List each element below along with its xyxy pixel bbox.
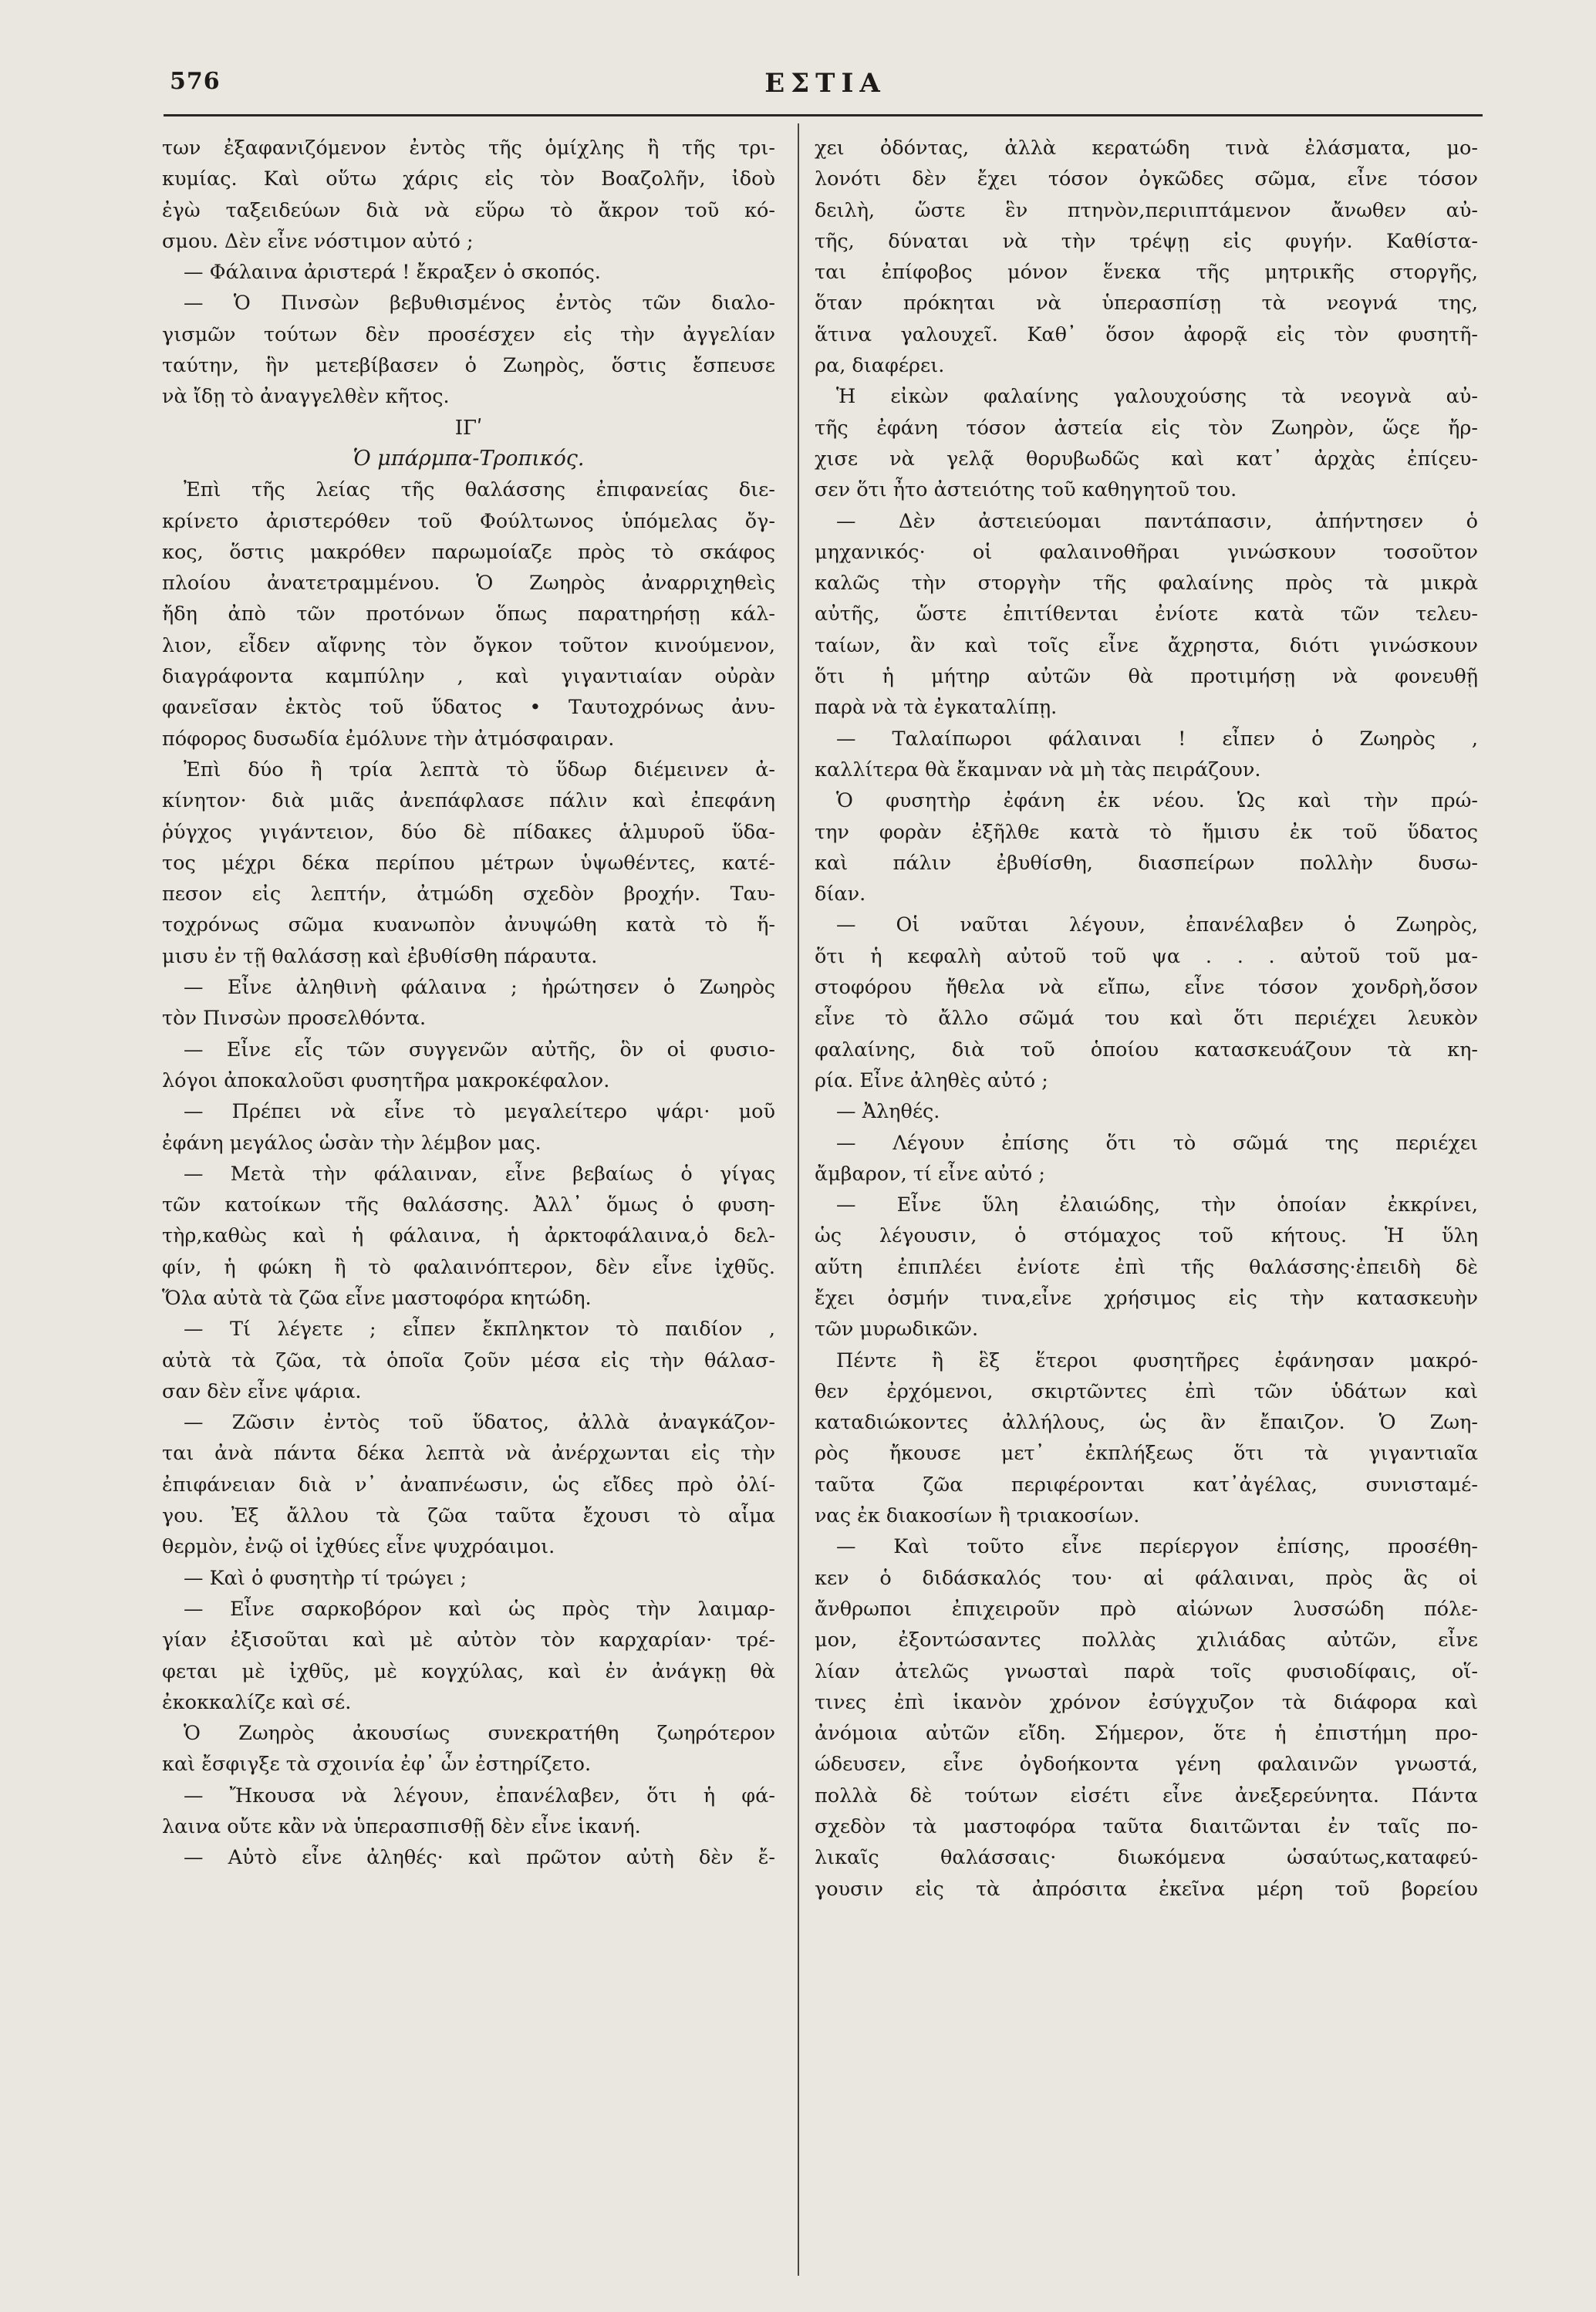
text-line: των ἐξαφανιζόμενον ἐντὸς τῆς ὁμίχλης ἢ τῆς τρι- bbox=[162, 137, 775, 160]
text-line: καὶ ἔσφιγξε τὰ σχοινία ἐφ᾽ ὧν ἐστηρίζετο. bbox=[162, 1753, 592, 1777]
text-line: τῆς, δύναται νὰ τὴν τρέψῃ εἰς φυγήν. Καθίστα- bbox=[815, 229, 1478, 253]
text-line: ἄμβαρον, τί εἶνε αὐτό ; bbox=[815, 1162, 1045, 1186]
text-line: — Τί λέγετε ; εἶπεν ἔκπληκτον τὸ παιδίον , bbox=[184, 1318, 775, 1342]
text-line: φαλαίνης, διὰ τοῦ ὁποίου κατασκευάζουν τὰ κη- bbox=[815, 1038, 1478, 1061]
text-line: ἄνθρωποι ἐπιχειροῦν πρὸ αἰώνων λυσσώδη πόλε- bbox=[815, 1597, 1478, 1621]
page-number: 576 bbox=[170, 68, 221, 95]
text-line: μηχανικός· οἱ φαλαινοθῆραι γινώσκουν τοσοῦτον bbox=[815, 540, 1478, 564]
text-line: — Ἤκουσα νὰ λέγουν, ἐπανέλαβεν, ὅτι ἡ φά- bbox=[184, 1784, 775, 1807]
text-line: — Ταλαίπωροι φάλαιναι ! εἶπεν ὁ Ζωηρὸς , bbox=[836, 727, 1478, 751]
text-line: κίνητον· διὰ μιᾶς ἀνεπάφλασε πάλιν καὶ ἐπεφάνη bbox=[162, 789, 775, 813]
text-line: — Καὶ ὁ φυσητὴρ τί τρώγει ; bbox=[184, 1566, 467, 1590]
text-line: ἐφάνη μεγάλος ὡσὰν τὴν λέμβον μας. bbox=[162, 1131, 542, 1155]
text-line: τῶν μυρωδικῶν. bbox=[815, 1318, 979, 1342]
text-line: ὡς λέγουσιν, ὁ στόμαχος τοῦ κήτους. Ἡ ὕλη bbox=[815, 1224, 1478, 1248]
text-line: ται ἐπίφοβος μόνον ἕνεκα τῆς μητρικῆς στοργῆς, bbox=[815, 261, 1478, 285]
text-line: ἐπιφάνειαν διὰ ν᾽ ἀναπνέωσιν, ὡς εἴδες πρὸ ὀλί- bbox=[162, 1473, 775, 1497]
text-line: — Αὐτὸ εἶνε ἀληθές· καὶ πρῶτον αὐτὴ δὲν ἔ- bbox=[184, 1846, 775, 1870]
left-column bbox=[162, 133, 775, 1874]
text-line: δειλὴ, ὥστε ἓν πτηνὸν,περιιπτάμενον ἄνωθεν αὐ- bbox=[815, 198, 1478, 222]
right-column bbox=[815, 133, 1478, 1905]
text-line: γουσιν εἰς τὰ ἀπρόσιτα ἐκεῖνα μέρη τοῦ βορείου bbox=[815, 1877, 1478, 1901]
text-line: — Λέγουν ἐπίσης ὅτι τὸ σῶμά της περιέχει bbox=[836, 1131, 1478, 1155]
text-line: καλῶς τὴν στοργὴν τῆς φαλαίνης πρὸς τὰ μικρὰ bbox=[815, 572, 1478, 596]
text-line: πεσον εἰς λεπτήν, ἀτμώδη σχεδὸν βροχήν. Ταυ- bbox=[162, 883, 775, 906]
text-line: τοχρόνως σῶμα κυανωπὸν ἀνυψώθη κατὰ τὸ ἥ- bbox=[162, 913, 775, 937]
text-line: ρὸς ἤκουσε μετ᾽ ἐκπλήξεως ὅτι τὰ γιγαντιαῖα bbox=[815, 1442, 1478, 1466]
text-line: λιον, εἶδεν αἴφνης τὸν ὄγκον τοῦτον κινούμενον, bbox=[162, 633, 775, 657]
text-line: Ἐπὶ δύο ἢ τρία λεπτὰ τὸ ὕδωρ διέμεινεν ἀ- bbox=[184, 758, 775, 781]
text-line: — Ὁ Πινσὼν βεβυθισμένος ἐντὸς τῶν διαλο- bbox=[184, 292, 775, 316]
text-line: ΙΓʹ bbox=[454, 416, 483, 440]
journal-title: ΕΣΤΙΑ bbox=[764, 68, 886, 99]
text-line: — Ζῶσιν ἐντὸς τοῦ ὕδατος, ἀλλὰ ἀναγκάζον- bbox=[184, 1411, 775, 1435]
text-line: — Δὲν ἀστειεύομαι παντάπασιν, ἀπήντησεν ὁ bbox=[836, 509, 1478, 533]
text-line: κρίνετο ἀριστερόθεν τοῦ Φούλτωνος ὑπόμελας ὄγ- bbox=[162, 509, 775, 533]
text-line: νὰ ἴδῃ τὸ ἀναγγελθὲν κῆτος. bbox=[162, 385, 450, 409]
text-line: λικαῖς θαλάσσαις· διωκόμενα ὡσαύτως,καταφεύ- bbox=[815, 1846, 1478, 1870]
text-line: ταῦτα ζῶα περιφέρονται κατ᾽ἀγέλας, συνισταμέ- bbox=[815, 1473, 1478, 1497]
text-line: — Οἱ ναῦται λέγουν, ἐπανέλαβεν ὁ Ζωηρὸς, bbox=[836, 913, 1478, 937]
text-line: ἐκοκκαλίζε καὶ σέ. bbox=[162, 1690, 352, 1714]
text-line: ἀνόμοια αὐτῶν εἴδη. Σήμερον, ὅτε ἡ ἐπιστήμη προ- bbox=[815, 1722, 1478, 1746]
text-line: την φορὰν ἐξῆλθε κατὰ τὸ ἥμισυ ἐκ τοῦ ὕδατος bbox=[815, 820, 1478, 844]
text-line: — Καὶ τοῦτο εἶνε περίεργον ἐπίσης, προσέθη- bbox=[836, 1535, 1478, 1559]
text-line: Πέντε ἢ ἓξ ἕτεροι φυσητῆρες ἐφάνησαν μακρό- bbox=[836, 1348, 1478, 1372]
text-line: καὶ πάλιν ἐβυθίσθη, διασπείρων πολλὴν δυσω- bbox=[815, 851, 1478, 875]
text-line: τος μέχρι δέκα περίπου μέτρων ὑψωθέντες, κατέ- bbox=[162, 851, 775, 875]
column-divider bbox=[798, 123, 799, 2276]
text-line: ώδευσεν, εἶνε ὀγδοήκοντα γένη φαλαινῶν γνωστά, bbox=[815, 1753, 1478, 1777]
text-line: θερμὸν, ἐνῷ οἱ ἰχθύες εἶνε ψυχρόαιμοι. bbox=[162, 1535, 555, 1559]
text-line: — Ἀληθές. bbox=[836, 1100, 940, 1124]
text-line: τὸν Πινσὼν προσελθόντα. bbox=[162, 1007, 427, 1031]
header-rule bbox=[164, 114, 1483, 116]
text-line: ῥύγχος γιγάντειον, δύο δὲ πίδακες ἁλμυροῦ ὕδα- bbox=[162, 820, 775, 844]
text-line: παρὰ νὰ τὰ ἐγκαταλίπῃ. bbox=[815, 696, 1058, 720]
text-line: εἶνε τὸ ἄλλο σῶμά του καὶ ὅτι περιέχει λευκὸν bbox=[815, 1007, 1478, 1031]
text-line: — Εἶνε ἀληθινὴ φάλαινα ; ἠρώτησεν ὁ Ζωηρὸς bbox=[184, 976, 775, 1000]
text-line: — Μετὰ τὴν φάλαιναν, εἶνε βεβαίως ὁ γίγας bbox=[184, 1162, 775, 1186]
text-line: σχεδὸν τὰ μαστοφόρα ταῦτα διαιτῶνται ἐν ταῖς πο- bbox=[815, 1815, 1478, 1839]
text-line: πολλὰ δὲ τούτων εἰσέτι εἶνε ἀνεξερεύνητα. Πάντα bbox=[815, 1784, 1478, 1807]
text-line: — Εἶνε ὕλη ἐλαιώδης, τὴν ὁποίαν ἐκκρίνει, bbox=[836, 1193, 1478, 1217]
text-line: πόφορος δυσωδία ἐμόλυνε τὴν ἀτμόσφαιραν. bbox=[162, 727, 615, 751]
text-line: διαγράφοντα καμπύλην , καὶ γιγαντιαίαν οὐρὰν bbox=[162, 665, 775, 689]
text-line: κεν ὁ διδάσκαλός του· αἱ φάλαιναι, πρὸς ἃς οἱ bbox=[815, 1566, 1478, 1590]
text-line: ἤδη ἀπὸ τῶν προτόνων ὅπως παρατηρήσῃ κάλ- bbox=[162, 602, 775, 626]
text-line: στοφόρου ἤθελα νὰ εἴπω, εἶνε τόσον χονδρὴ,ὅσον bbox=[815, 976, 1478, 1000]
text-line: λαινα οὔτε κἂν νὰ ὑπερασπισθῇ δὲν εἶνε ἱκανή. bbox=[162, 1815, 641, 1839]
text-line: ρα, διαφέρει. bbox=[815, 354, 945, 378]
text-line: νας ἐκ διακοσίων ἢ τριακοσίων. bbox=[815, 1504, 1140, 1528]
text-line: κυμίας. Καὶ οὕτω χάρις εἰς τὸν Βοαζολῆν, ἰδοὺ bbox=[162, 167, 775, 191]
text-line: γίαν ἐξισοῦται καὶ μὲ αὐτὸν τὸν καρχαρίαν· τρέ- bbox=[162, 1629, 775, 1652]
text-line: — Εἶνε σαρκοβόρον καὶ ὡς πρὸς τὴν λαιμαρ- bbox=[184, 1597, 775, 1621]
text-line: Ὅλα αὐτὰ τὰ ζῶα εἶνε μαστοφόρα κητώδη. bbox=[162, 1286, 592, 1310]
text-line: λίαν ἀτελῶς γνωσταὶ παρὰ τοῖς φυσιοδίφαις, οἵ- bbox=[815, 1659, 1478, 1683]
text-line: μον, ἐξοντώσαντες πολλὰς χιλιάδας αὐτῶν, εἶνε bbox=[815, 1629, 1478, 1652]
text-line: θεν ἐρχόμενοι, σκιρτῶντες ἐπὶ τῶν ὑδάτων καὶ bbox=[815, 1379, 1478, 1403]
text-line: ταίων, ἂν καὶ τοῖς εἶνε ἄχρηστα, διότι γινώσκουν bbox=[815, 633, 1478, 657]
text-line: φεται μὲ ἰχθῦς, μὲ κογχύλας, καὶ ἐν ἀνάγκῃ θὰ bbox=[162, 1659, 775, 1683]
page-header bbox=[170, 68, 1481, 114]
text-line: αὐτὰ τὰ ζῶα, τὰ ὁποῖα ζοῦν μέσα εἰς τὴν θάλασ- bbox=[162, 1348, 775, 1372]
text-line: φίν, ἡ φώκη ἢ τὸ φαλαινόπτερον, δὲν εἶνε ἰχθῦς. bbox=[162, 1255, 775, 1279]
text-line: καλλίτερα θὰ ἔκαμναν νὰ μὴ τὰς πειράζουν. bbox=[815, 758, 1261, 781]
text-line: τινες ἐπὶ ἱκανὸν χρόνον ἐσύγχυζον τὰ διάφορα καὶ bbox=[815, 1690, 1478, 1714]
text-line: χει ὀδόντας, ἀλλὰ κερατώδη τινὰ ἐλάσματα, μο- bbox=[815, 137, 1478, 160]
text-line: ρία. Εἶνε ἀληθὲς αὐτό ; bbox=[815, 1068, 1048, 1092]
text-line: καταδιώκοντες ἀλλήλους, ὡς ἂν ἔπαιζον. Ὁ Ζωη- bbox=[815, 1411, 1478, 1435]
text-line: δίαν. bbox=[815, 883, 866, 906]
text-line: — Φάλαινα ἀριστερά ! ἔκραξεν ὁ σκοπός. bbox=[184, 261, 601, 285]
text-line: — Πρέπει νὰ εἶνε τὸ μεγαλείτερο ψάρι· μοῦ bbox=[184, 1100, 775, 1124]
text-line: σμου. Δὲν εἶνε νόστιμον αὐτό ; bbox=[162, 229, 474, 253]
text-line: αὐτῆς, ὥστε ἐπιτίθενται ἐνίοτε κατὰ τῶν τελευ- bbox=[815, 602, 1478, 626]
text-line: ἅτινα γαλουχεῖ. Καθ᾽ ὅσον ἀφορᾷ εἰς τὸν φυσητῆ- bbox=[815, 322, 1478, 346]
text-line: ὅτι ἡ κεφαλὴ αὐτοῦ τοῦ ψα . . . αὐτοῦ τοῦ μα- bbox=[815, 944, 1478, 968]
text-line: ται ἀνὰ πάντα δέκα λεπτὰ νὰ ἀνέρχωνται εἰς τὴν bbox=[162, 1442, 775, 1466]
text-line: ὅτι ἡ μήτηρ αὐτῶν θὰ προτιμήσῃ νὰ φονευθῇ bbox=[815, 665, 1478, 689]
text-line: σεν ὅτι ἦτο ἀστειότης τοῦ καθηγητοῦ του. bbox=[815, 478, 1237, 502]
text-line: ἐγὼ ταξειδεύων διὰ νὰ εὕρω τὸ ἄκρον τοῦ κό- bbox=[162, 198, 775, 222]
text-line: τὴρ,καθὼς καὶ ἡ φάλαινα, ἡ ἀρκτοφάλαινα,ὁ δελ- bbox=[162, 1224, 775, 1248]
text-line: λονότι δὲν ἔχει τόσον ὀγκῶδες σῶμα, εἶνε τόσον bbox=[815, 167, 1478, 191]
text-line: ταύτην, ἣν μετεβίβασεν ὁ Ζωηρὸς, ὅστις ἔσπευσε bbox=[162, 354, 775, 378]
text-line: κος, ὅστις μακρόθεν παρωμοίαζε πρὸς τὸ σκάφος bbox=[162, 540, 775, 564]
text-line: Ὁ Ζωηρὸς ἀκουσίως συνεκρατήθη ζωηρότερον bbox=[184, 1722, 775, 1746]
text-line: Ἡ εἰκὼν φαλαίνης γαλουχούσης τὰ νεογνὰ αὐ- bbox=[836, 385, 1478, 409]
text-line: Ὁ μπάρμπα-Τροπικός. bbox=[353, 446, 585, 471]
text-line: — Εἶνε εἷς τῶν συγγενῶν αὐτῆς, ὃν οἱ φυσιο- bbox=[184, 1038, 775, 1061]
text-line: Ἐπὶ τῆς λείας τῆς θαλάσσης ἐπιφανείας διε- bbox=[184, 478, 775, 502]
text-line: τῶν κατοίκων τῆς θαλάσσης. Ἀλλ᾽ ὅμως ὁ φυση- bbox=[162, 1193, 775, 1217]
text-line: ἔχει ὀσμήν τινα,εἶνε χρήσιμος εἰς τὴν κατασκευὴν bbox=[815, 1286, 1478, 1310]
text-line: τῆς ἐφάνη τόσον ἀστεία εἰς τὸν Ζωηρὸν, ὥςε ἤρ- bbox=[815, 416, 1478, 440]
text-line: πλοίου ἀνατετραμμένου. Ὁ Ζωηρὸς ἀναρριχηθεὶς bbox=[162, 572, 775, 596]
text-line: χισε νὰ γελᾷ θορυβωδῶς καὶ κατ᾽ ἀρχὰς ἐπίςευ- bbox=[815, 447, 1478, 471]
text-line: φανεῖσαν ἐκτὸς τοῦ ὕδατος • Ταυτοχρόνως ἀνυ- bbox=[162, 696, 775, 720]
text-line: γου. Ἐξ ἄλλου τὰ ζῶα ταῦτα ἔχουσι τὸ αἷμα bbox=[162, 1504, 775, 1528]
text-line: αὕτη ἐπιπλέει ἐνίοτε ἐπὶ τῆς θαλάσσης·ἐπειδὴ δὲ bbox=[815, 1255, 1478, 1279]
text-line: Ὁ φυσητὴρ ἐφάνη ἐκ νέου. Ὡς καὶ τὴν πρώ- bbox=[836, 789, 1478, 813]
text-line: μισυ ἐν τῇ θαλάσσῃ καὶ ἐβυθίσθη πάραυτα. bbox=[162, 944, 598, 968]
text-line: λόγοι ἀποκαλοῦσι φυσητῆρα μακροκέφαλον. bbox=[162, 1068, 610, 1092]
text-line: ὅταν πρόκηται νὰ ὑπερασπίσῃ τὰ νεογνά της, bbox=[815, 292, 1478, 316]
text-line: σαν δὲν εἶνε ψάρια. bbox=[162, 1379, 362, 1403]
text-line: γισμῶν τούτων δὲν προσέσχεν εἰς τὴν ἀγγελίαν bbox=[162, 322, 775, 346]
